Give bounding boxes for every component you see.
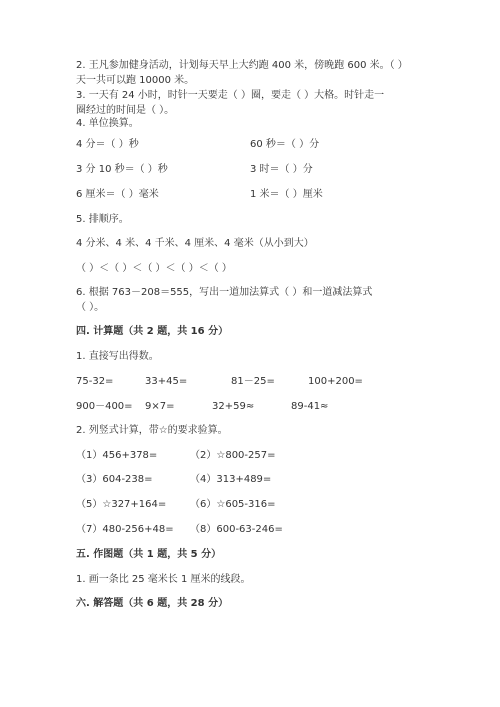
calc-item: 33+45= bbox=[145, 376, 188, 387]
vertical-calc-item: （2）☆800-257= bbox=[190, 450, 276, 461]
calc-item: 32+59≈ bbox=[212, 401, 255, 412]
vertical-calc-item: （6）☆605-316= bbox=[190, 499, 276, 510]
q4-item-1: 4 分＝（ ）秒 bbox=[76, 139, 139, 150]
q4-item-5: 6 厘米＝（ ）毫米 bbox=[76, 189, 159, 200]
q4-title: 4. 单位换算。 bbox=[76, 118, 139, 129]
vertical-calc-item: （8）600-63-246= bbox=[190, 524, 283, 535]
vertical-calc-item: （3）604-238= bbox=[76, 474, 153, 485]
q3-line1: 3. 一天有 24 小时，时针一天要走（ ）圈，要走（ ）大格。时针走一 bbox=[76, 90, 385, 101]
vertical-calc-item: （1）456+378= bbox=[76, 450, 158, 461]
calc-item: 9×7= bbox=[145, 401, 175, 412]
q5-blanks: （ ）＜（ ）＜（ ）＜（ ）＜（ ） bbox=[76, 263, 232, 274]
section-4-title: 四. 计算题（共 2 题，共 16 分） bbox=[76, 326, 229, 337]
sec5-q1: 1. 画一条比 25 毫米长 1 厘米的线段。 bbox=[76, 574, 251, 585]
vertical-calc-item: （7）480-256+48= bbox=[76, 524, 174, 535]
q4-item-2: 60 秒＝（ ）分 bbox=[250, 139, 320, 150]
q2-line1: 2. 王凡参加健身活动，计划每天早上大约跑 400 米，傍晚跑 600 米。（ ） bbox=[76, 60, 408, 71]
q5-title: 5. 排顺序。 bbox=[76, 214, 129, 225]
q6-line2: （ ）。 bbox=[76, 302, 105, 313]
section-6-title: 六. 解答题（共 6 题，共 28 分） bbox=[76, 598, 229, 609]
q3-line2: 圈经过的时间是（ ）。 bbox=[76, 105, 175, 116]
q5-list: 4 分米、4 米、4 千米、4 厘米、4 毫米（从小到大） bbox=[76, 238, 314, 249]
calc-item: 100+200= bbox=[308, 376, 363, 387]
q4-item-6: 1 米＝（ ）厘米 bbox=[250, 189, 323, 200]
section-5-title: 五. 作图题（共 1 题，共 5 分） bbox=[76, 549, 222, 560]
calc-item: 89-41≈ bbox=[291, 401, 329, 412]
q4-item-3: 3 分 10 秒＝（ ）秒 bbox=[76, 164, 168, 175]
sec4-q1-title: 1. 直接写出得数。 bbox=[76, 351, 159, 362]
q4-item-4: 3 时＝（ ）分 bbox=[250, 164, 313, 175]
calc-item: 75-32= bbox=[76, 376, 114, 387]
q2-line2: 天一共可以跑 10000 米。 bbox=[76, 75, 195, 86]
calc-item: 81－25= bbox=[231, 376, 275, 387]
sec4-q2-title: 2. 列竖式计算，带☆的要求验算。 bbox=[76, 425, 228, 436]
calc-item: 900－400= bbox=[76, 401, 133, 412]
vertical-calc-item: （5）☆327+164= bbox=[76, 499, 167, 510]
vertical-calc-item: （4）313+489= bbox=[190, 474, 272, 485]
q6-line1: 6. 根据 763－208＝555，写出一道加法算式（ ）和一道减法算式 bbox=[76, 287, 373, 298]
